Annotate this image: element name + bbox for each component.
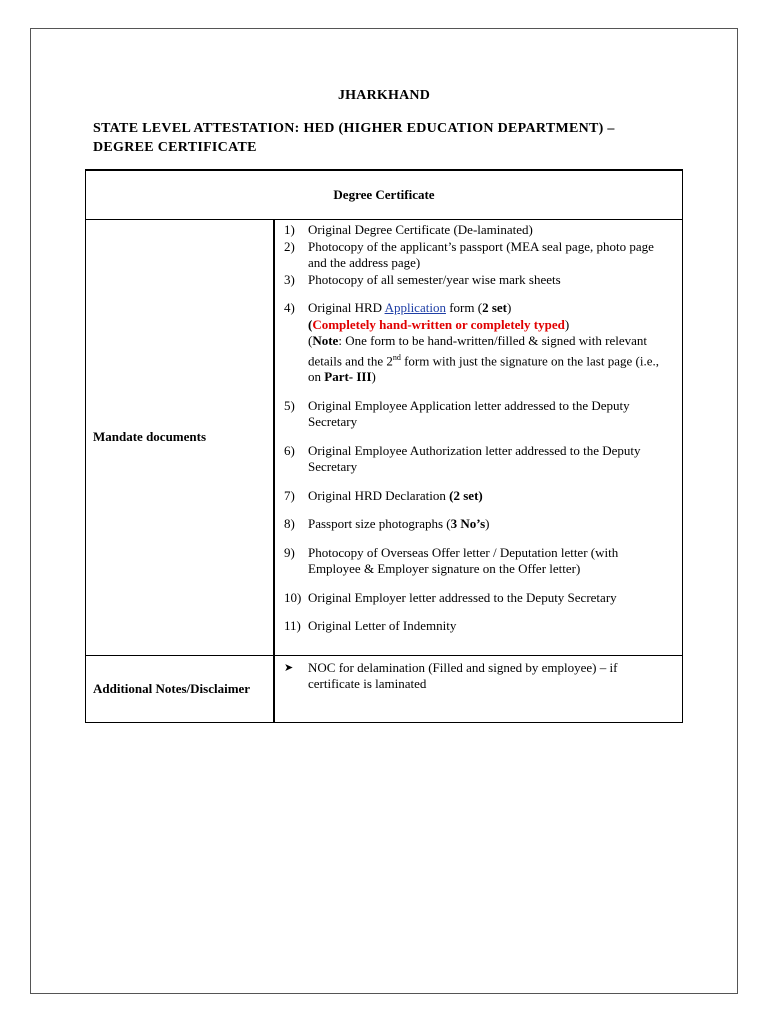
item-bold: 3 No’s bbox=[450, 516, 486, 532]
item-text bbox=[308, 488, 672, 505]
application-link[interactable]: Application bbox=[384, 300, 446, 315]
state-title: JHARKHAND bbox=[337, 88, 431, 103]
item-text-part: ) bbox=[371, 369, 376, 385]
superscript: nd bbox=[392, 352, 401, 362]
note-bold: Note bbox=[312, 333, 339, 348]
item-number: 2) bbox=[284, 238, 295, 254]
list-item bbox=[284, 398, 672, 431]
item-number: 5) bbox=[284, 397, 295, 413]
item-text: Photocopy of Overseas Offer letter / Deputation letter (with Employee & Employer signature on the Offer letter) bbox=[308, 544, 619, 577]
notes-row bbox=[86, 655, 683, 722]
item-text-part: form ( bbox=[445, 300, 483, 315]
list-item bbox=[284, 222, 672, 239]
item-text: Original Employee Application letter addressed to the Deputy Secretary bbox=[308, 397, 630, 430]
note-item bbox=[284, 658, 672, 693]
item-number: 11) bbox=[284, 618, 301, 634]
item-bold: Part- III bbox=[324, 369, 372, 385]
item-bold: 2 set bbox=[482, 300, 507, 315]
item-number: 10) bbox=[284, 589, 302, 605]
item-number: 4) bbox=[284, 300, 295, 315]
note-text: NOC for delamination (Filled and signed by employee) – if certificate is laminated bbox=[308, 659, 618, 692]
item-text-part: ) bbox=[485, 516, 490, 532]
item-text-part: form with just the signature on the last page (i.e., on bbox=[308, 352, 659, 385]
item-number: 7) bbox=[284, 487, 295, 503]
mandate-label: Mandate documents bbox=[86, 220, 275, 656]
item-text-part: Original HRD Declaration bbox=[308, 487, 450, 503]
item-text-part: ( bbox=[308, 316, 313, 332]
table-header-row bbox=[86, 170, 683, 220]
item-number: 1) bbox=[284, 222, 295, 237]
list-item bbox=[284, 545, 672, 578]
list-item bbox=[284, 590, 672, 607]
list-item bbox=[284, 516, 672, 533]
list-item bbox=[284, 443, 672, 476]
mandate-content bbox=[274, 220, 683, 656]
list-item bbox=[284, 488, 672, 505]
item-number: 3) bbox=[284, 271, 295, 287]
arrow-bullet-icon: ➤ bbox=[284, 661, 294, 674]
mandate-row bbox=[86, 220, 683, 656]
item-text: Original Employee Authorization letter addressed to the Deputy Secretary bbox=[308, 442, 641, 475]
item-text: Original Employer letter addressed to the Deputy Secretary bbox=[308, 589, 617, 605]
item-number: 6) bbox=[284, 442, 295, 458]
item-text-part: : One form to be hand-written/filled & signed with relevant details and the 2 bbox=[308, 333, 648, 368]
item-number: 8) bbox=[284, 516, 295, 532]
item-text: Photocopy of all semester/year wise mark sheets bbox=[308, 271, 561, 287]
item-bold: (2 set) bbox=[449, 487, 483, 503]
table-header: Degree Certificate bbox=[86, 170, 683, 220]
item-text-part: ) bbox=[506, 300, 512, 315]
item-text: Photocopy of the applicant’s passport (MEA seal page, photo page and the address page) bbox=[308, 238, 654, 270]
item-text bbox=[308, 300, 672, 386]
item-text-part: Original HRD bbox=[308, 300, 385, 315]
documents-list bbox=[284, 222, 672, 635]
item-text-part: Passport size photographs ( bbox=[308, 516, 451, 532]
item-text: Original Letter of Indemnity bbox=[308, 618, 457, 634]
item-number: 9) bbox=[284, 544, 295, 560]
item-text-part: ) bbox=[564, 316, 570, 332]
requirements-table bbox=[85, 169, 683, 723]
notes-content bbox=[274, 655, 683, 722]
item-text-part: ( bbox=[308, 333, 313, 348]
notes-label: Additional Notes/Disclaimer bbox=[86, 655, 275, 722]
red-warning: Completely hand-written or completely typed bbox=[312, 316, 565, 332]
list-item bbox=[284, 272, 672, 289]
list-item bbox=[284, 239, 672, 272]
item-text: Original Degree Certificate (De-laminated) bbox=[308, 222, 533, 237]
item-text bbox=[308, 516, 672, 533]
list-item bbox=[284, 618, 672, 635]
document-title: STATE LEVEL ATTESTATION: HED (HIGHER EDUCATION DEPARTMENT) – DEGREE CERTIFICATE bbox=[93, 121, 615, 155]
list-item bbox=[284, 300, 672, 386]
